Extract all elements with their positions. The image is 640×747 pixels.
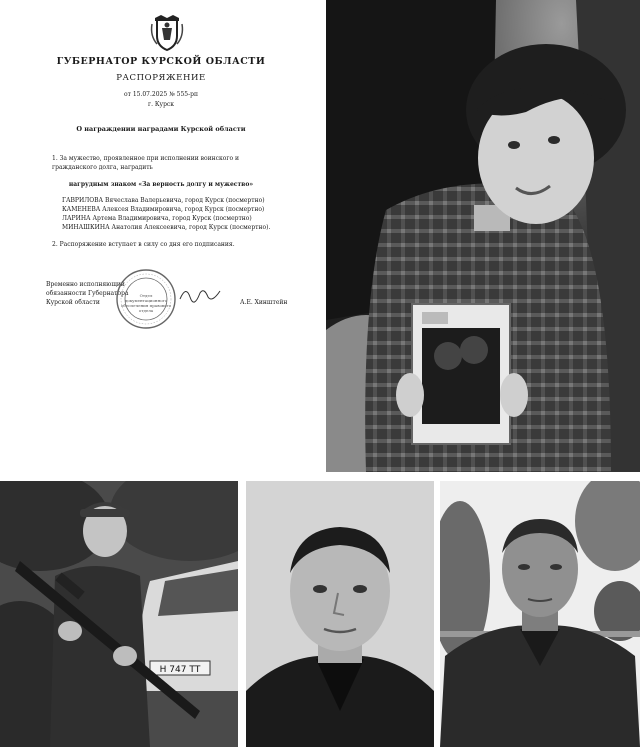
signatory-name: А.Е. Хинштейн <box>240 299 288 306</box>
awardee-name: ЛАРИНА Артема Владимировича, город Курск (посмертно) <box>62 215 252 222</box>
photo-man-portrait-2 <box>440 481 640 747</box>
paragraph-1-line-2: гражданского долга, наградить <box>52 164 153 171</box>
coat-of-arms-icon <box>149 14 185 52</box>
awardee-name: МИНАШКИНА Анатолия Алексеевича, город Курск (посмертно). <box>62 224 271 231</box>
document-city: г. Курск <box>147 101 175 108</box>
paragraph-2: 2. Распоряжение вступает в силу со дня его подписания. <box>52 241 235 248</box>
awardee-name: КАМЕНЕВА Алексея Владимировича, город Курск (посмертно) <box>62 206 265 213</box>
paragraph-1-line-1: 1. За мужество, проявленное при исполнении воинского и <box>52 155 240 162</box>
handwritten-signature-icon <box>178 283 222 305</box>
child-photo-illustration <box>326 0 640 472</box>
document-date-number: от 15.07.2025 № 555-рп <box>123 91 198 98</box>
decree-document <box>0 0 322 472</box>
signatory-title-line: обязанности Губернатора <box>46 290 129 297</box>
photo-soldier <box>0 481 238 747</box>
car-license-plate: Н 747 ТТ <box>159 665 201 675</box>
document-title: ГУБЕРНАТОР КУРСКОЙ ОБЛАСТИ <box>56 56 266 67</box>
man-portrait-1-illustration <box>246 481 434 747</box>
signatory-title-line: Временно исполняющий <box>46 281 125 288</box>
stamp-text: Отдел документационного обеспечения правового отдела <box>120 293 172 313</box>
document-subject: О награждении наградами Курской области <box>76 125 246 133</box>
signatory-title-line: Курской области <box>46 299 100 306</box>
document-type: РАСПОРЯЖЕНИЕ <box>116 73 206 83</box>
man-portrait-2-illustration <box>440 481 640 747</box>
award-name: нагрудным знаком «За верность долгу и мужество» <box>68 181 254 188</box>
photo-man-portrait-1 <box>246 481 434 747</box>
awardee-name: ГАВРИЛОВА Вячеслава Валерьевича, город Курск (посмертно) <box>62 197 265 204</box>
photo-child-with-toy <box>326 0 640 472</box>
soldier-photo-illustration <box>0 481 238 747</box>
